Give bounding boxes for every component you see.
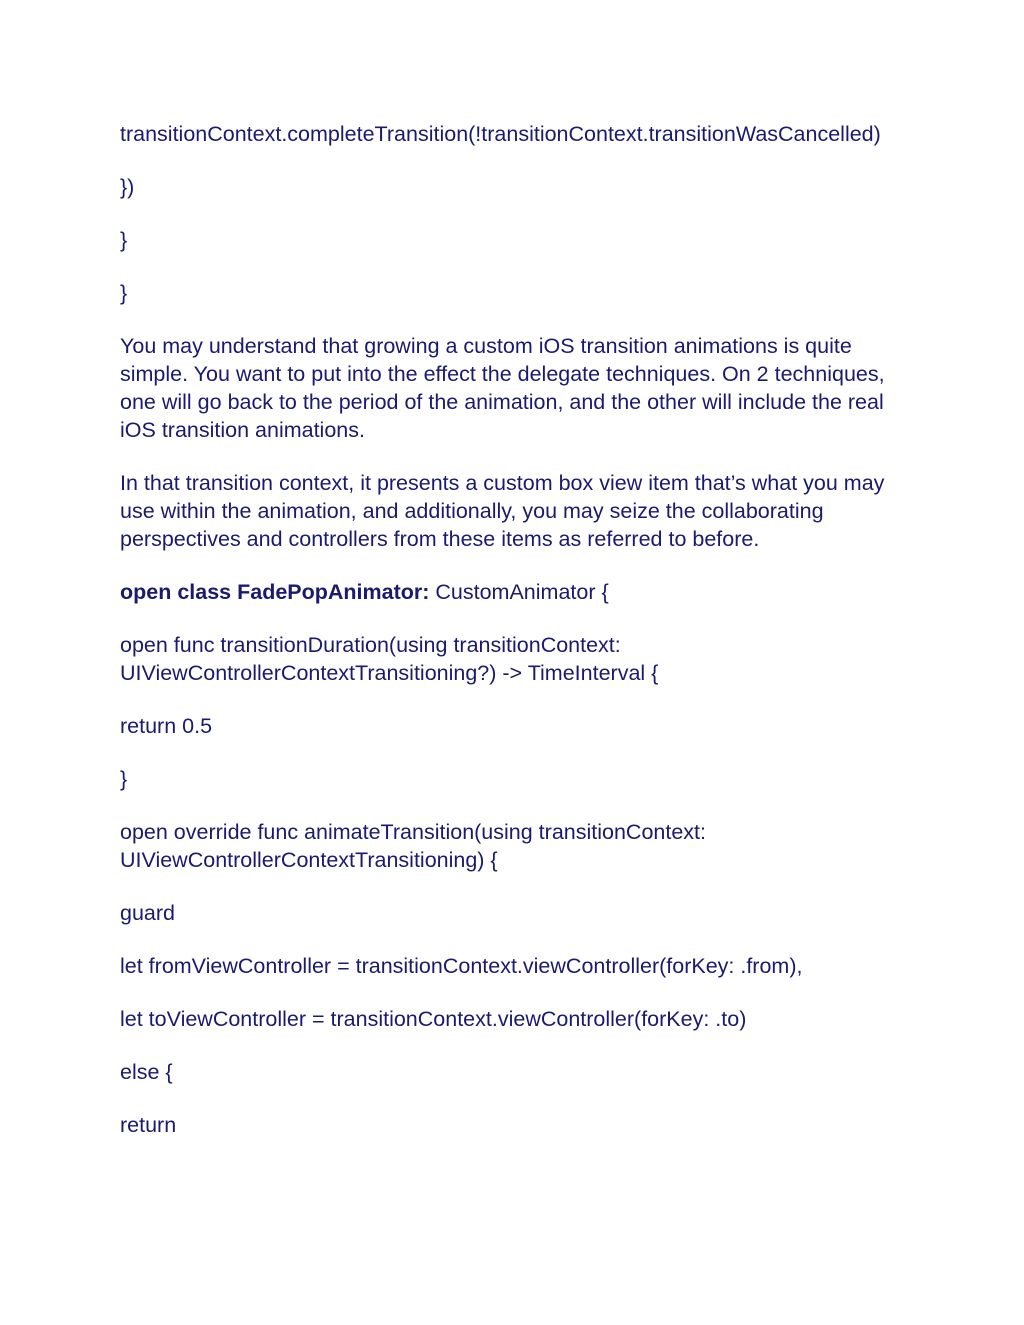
document-body: [120, 120, 910, 1164]
code-line: }: [120, 281, 128, 305]
code-line: return: [120, 1113, 177, 1137]
code-line: }: [120, 228, 128, 252]
class-declaration: [120, 578, 910, 606]
code-line: open override func animateTransition(using transitionContext: UIViewControllerContextTransitioning) {: [120, 820, 706, 872]
body-paragraph: You may understand that growing a custom iOS transition animations is quite simple. You want to put into the effect the delegate techniques. On 2 techniques, one will go back to the period of the animation, and the other will include the real iOS transition animations.: [120, 334, 885, 442]
code-line: transitionContext.completeTransition(!transitionContext.transitionWasCancelled): [120, 122, 881, 146]
code-line: open func transitionDuration(using transitionContext: UIViewControllerContextTransitioning?) -> TimeInterval {: [120, 633, 659, 685]
code-line: let toViewController = transitionContext.viewController(forKey: .to): [120, 1007, 747, 1031]
body-paragraph: In that transition context, it presents a custom box view item that’s what you may use within the animation, and additionally, you may seize the collaborating perspectives and controllers from these items as referred to before.: [120, 471, 885, 551]
class-declaration-rest: CustomAnimator {: [429, 580, 609, 604]
code-line: }): [120, 175, 135, 199]
code-line: else {: [120, 1060, 173, 1084]
code-line: let fromViewController = transitionContext.viewController(forKey: .from),: [120, 954, 803, 978]
class-declaration-keyword: open class FadePopAnimator:: [120, 580, 430, 604]
code-line: }: [120, 767, 128, 791]
code-line: guard: [120, 901, 175, 925]
code-line: return 0.5: [120, 714, 213, 738]
